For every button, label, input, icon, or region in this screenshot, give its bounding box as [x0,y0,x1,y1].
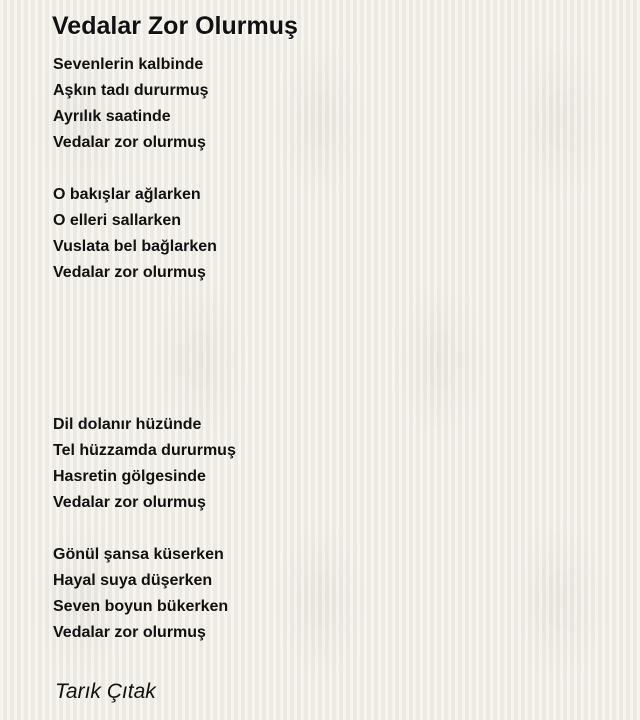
poem-line: Sevenlerin kalbinde [53,56,204,73]
stanza-1 [53,52,613,156]
poem-line: O elleri sallarken [53,212,182,229]
poem-line: Ayrılık saatinde [53,108,171,125]
poem-line: Gönül şansa küserken [53,546,224,563]
stanza-4 [53,542,613,646]
poem-line: Vedalar zor olurmuş [53,134,206,151]
poem-line: Hayal suya düşerken [53,572,213,589]
poem-title: Vedalar Zor Olurmuş [52,12,298,40]
stanza-spacer [53,516,613,542]
poem-line: Tel hüzzamda dururmuş [53,442,236,459]
poem-line: Vuslata bel bağlarken [53,238,217,255]
stanza-3 [53,412,613,516]
poem-line: Seven boyun bükerken [53,598,229,615]
stanza-2 [53,182,613,286]
poem-author: Tarık Çıtak [55,680,156,703]
stanza-spacer [53,286,613,412]
stanza-spacer [53,156,613,182]
poem-line: Vedalar zor olurmuş [53,264,206,281]
poem-line: Hasretin gölgesinde [53,468,206,485]
poem-line: O bakışlar ağlarken [53,186,201,203]
poem-line: Vedalar zor olurmuş [53,624,206,641]
poem-line: Dil dolanır hüzünde [53,416,202,433]
poem-body [53,52,613,646]
poem-line: Aşkın tadı dururmuş [53,82,209,99]
poem-line: Vedalar zor olurmuş [53,494,206,511]
